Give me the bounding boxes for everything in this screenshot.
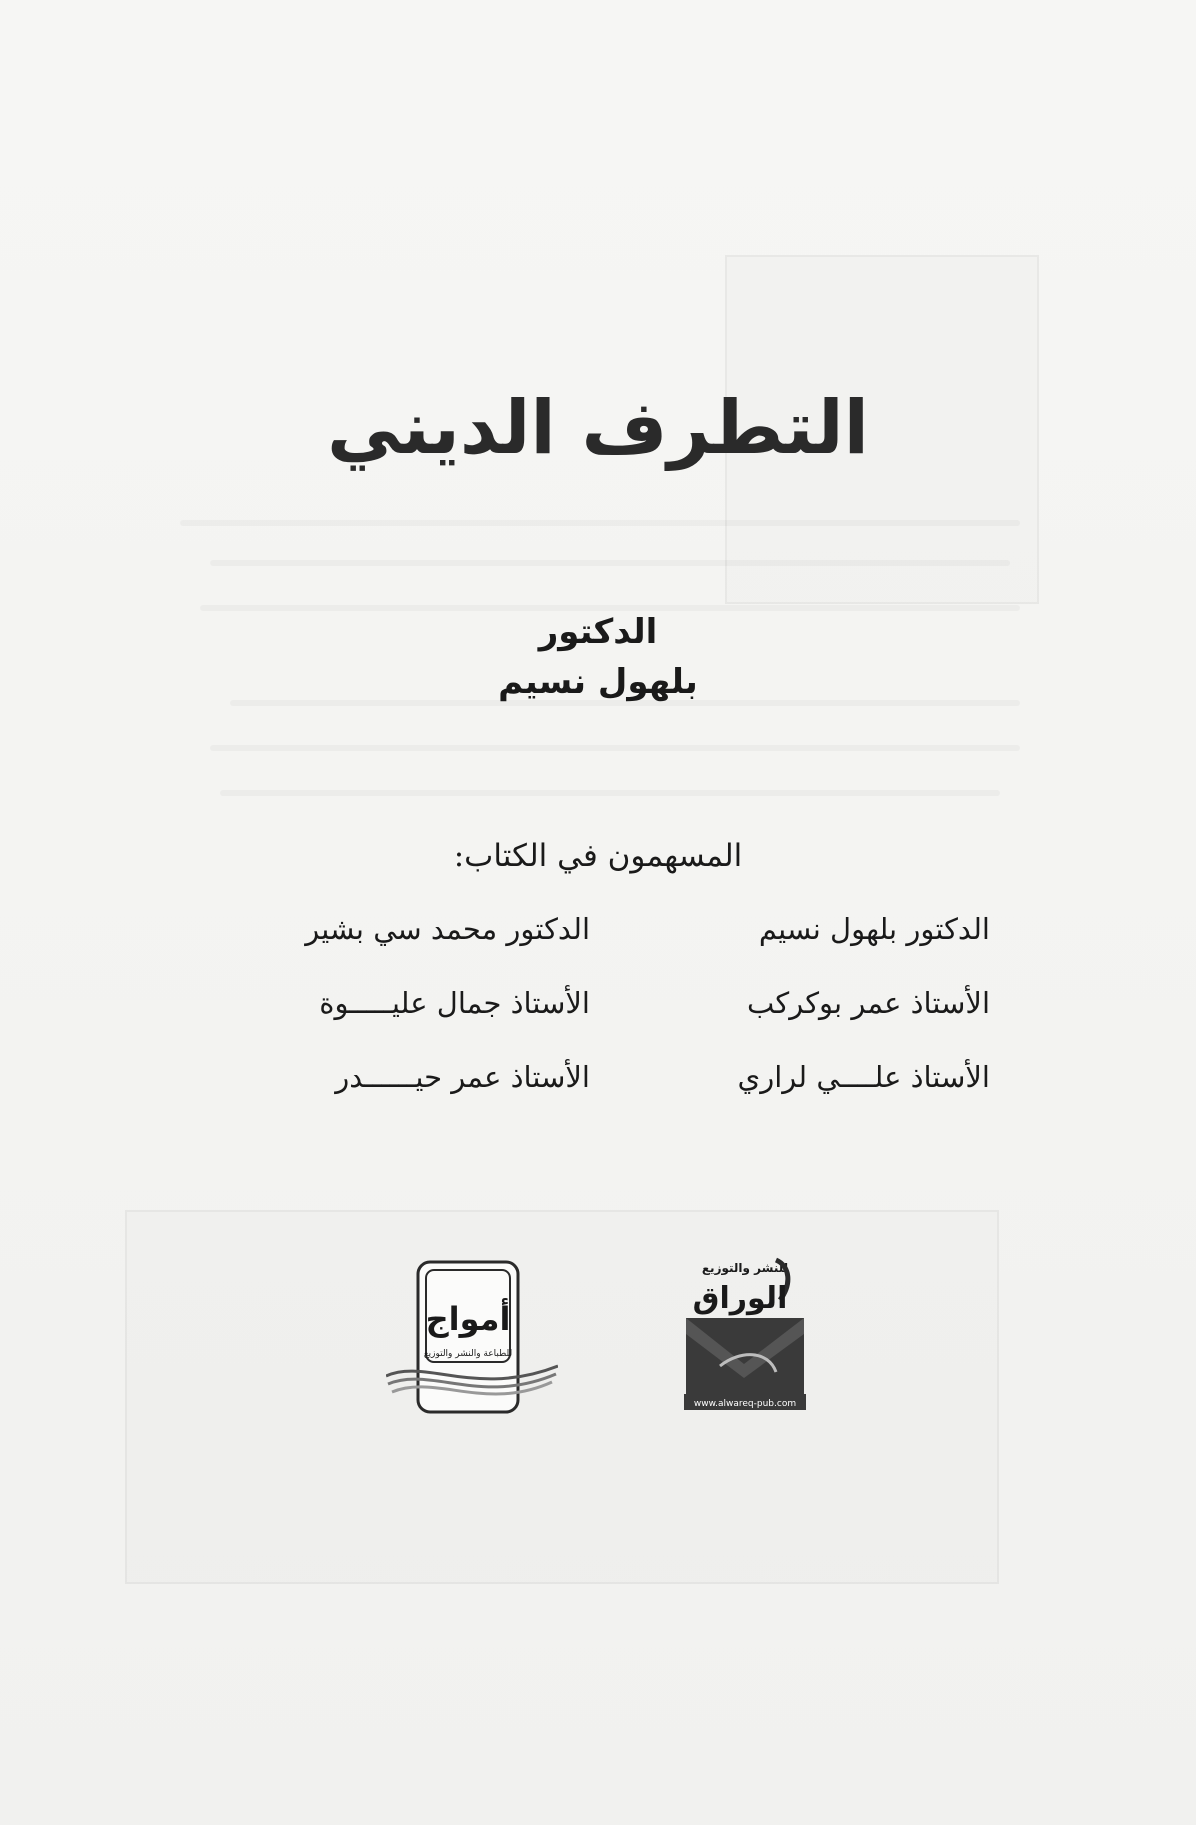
contributor-name: الدكتور بلهول نسيم [758,912,990,946]
bleed-through-line [200,605,1020,611]
amwaj-logo-graphic [386,1258,558,1418]
alwaraq-tagline: للنشر والتوزيع [701,1261,789,1275]
amwaj-publisher-logo [386,1258,558,1418]
alwaraq-publisher-logo [680,1254,810,1414]
alwaraq-logo-graphic [680,1254,810,1414]
amwaj-name: أمواج [425,1300,511,1338]
contributor-name: الدكتور محمد سي بشير [305,912,590,946]
alwaraq-website: www.alwareq-pub.com [693,1399,797,1409]
amwaj-tagline: للطباعة والنشر والتوزيع [423,1349,513,1359]
contributor-name: الأستاذ علــــي لراري [737,1060,990,1094]
contributor-name: الأستاذ عمر بوكركب [746,986,990,1020]
author-name: بلهول نسيم [498,662,698,702]
bleed-through-line [220,790,1000,796]
contributors-list [250,905,990,1101]
bleed-through-line [210,745,1020,751]
bleed-through-line [210,560,1010,566]
book-title: التطرف الديني [327,385,869,471]
bleed-through-block [125,1210,999,1584]
contributor-name: الأستاذ جمال عليـــــوة [319,986,590,1020]
bleed-through-line [180,520,1020,526]
contributor-name: الأستاذ عمر حيــــــدر [335,1060,590,1094]
author-label: الدكتور [538,612,658,652]
contributors-heading: المسهمون في الكتاب: [453,838,743,874]
alwaraq-name: الوراق [692,1281,788,1316]
